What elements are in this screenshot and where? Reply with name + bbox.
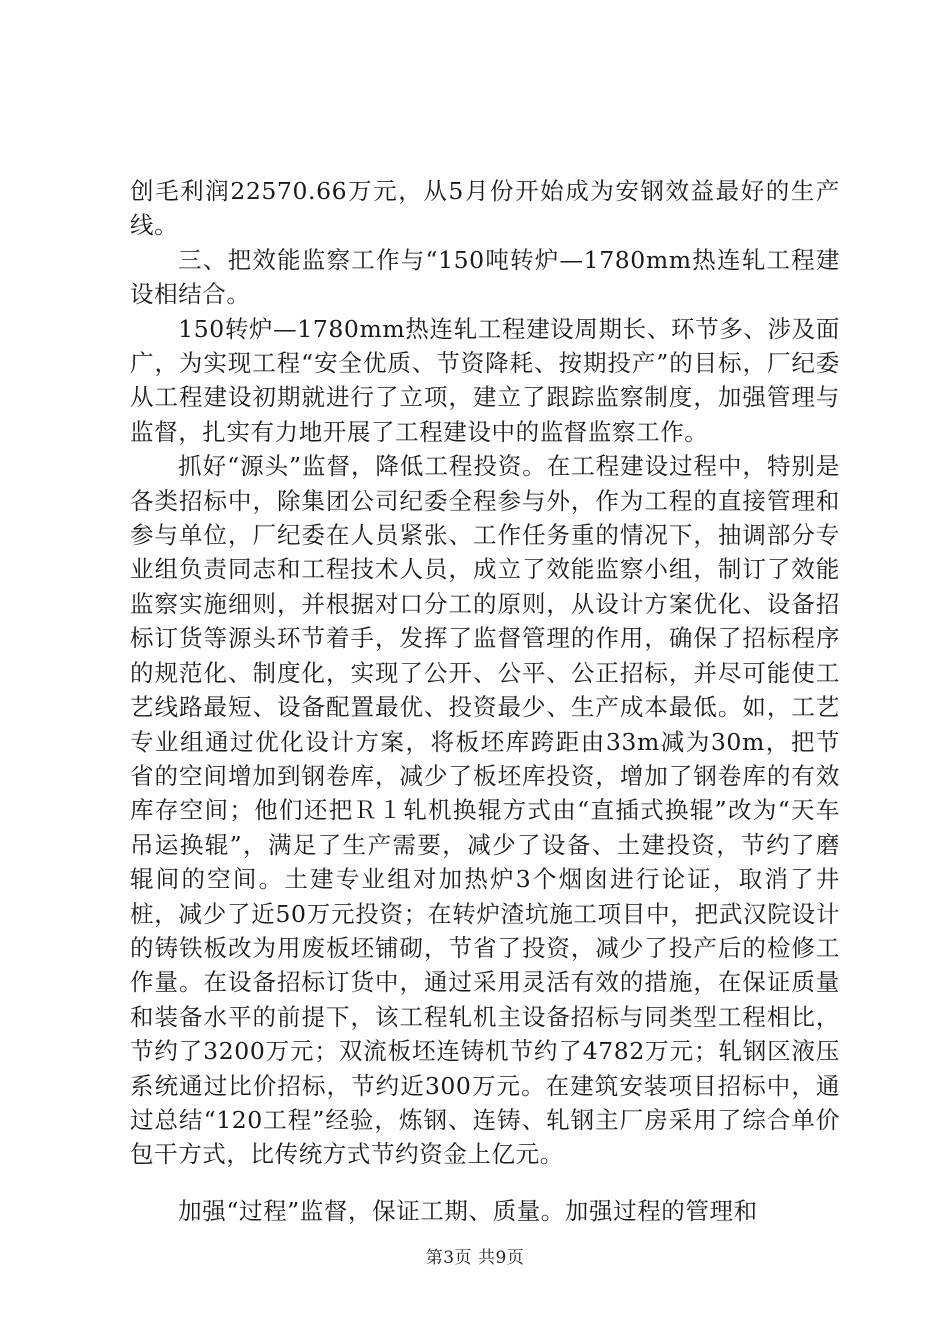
section-heading: 三、把效能监察工作与“150吨转炉—1780mm热连轧工程建设相结合。: [130, 245, 840, 309]
paragraph-project-overview: 150转炉—1780mm热连轧工程建设周期长、环节多、涉及面广，为实现工程“安全优质、节资降耗、按期投产”的目标，厂纪委从工程建设初期就进行了立项，建立了跟踪监察制度，加强管理与监督，扎实有力地开展了工程建设中的监督监察工作。: [130, 314, 840, 446]
paragraph-continuation: 创毛利润22570.66万元，从5月份开始成为安钢效益最好的生产线。: [130, 177, 840, 240]
paragraph-process-supervision: 加强“过程”监督，保证工期、质量。加强过程的管理和: [178, 1196, 758, 1225]
page-number-footer: 第3页 共9页: [425, 1248, 525, 1268]
paragraph-source-supervision: 抓好“源头”监督，降低工程投资。在工程建设过程中，特别是各类招标中，除集团公司纪委全程参与外，作为工程的直接管理和参与单位，厂纪委在人员紧张、工作任务重的情况下，抽调部分专业组负责同志和工程技术人员，成立了效能监察小组，制订了效能监察实施细则，并根据对口分工的原则，从设计方案优化、设备招标订货等源头环节着手，发挥了监督管理的作用，确保了招标程序的规范化、制度化，实现了公开、公平、公正招标，并尽可能使工艺线路最短、设备配置最优、投资最少、生产成本最低。如，工艺专业组通过优化设计方案，将板坯库跨距由33m减为30m，把节省的空间增加到钢卷库，减少了板坯库投资，增加了钢卷库的有效库存空间；他们还把Ｒ１轧机换辊方式由“直插式换辊”改为“天车吊运换辊”，满足了生产需要，减少了设备、土建投资，节约了磨辊间的空间。土建专业组对加热炉3个烟囱进行论证，取消了井桩，减少了近50万元投资；在转炉渣坑施工项目中，把武汉院设计的铸铁板改为用废板坯铺砌，节省了投资，减少了投产后的检修工作量。在设备招标订货中，通过采用灵活有效的措施，在保证质量和装备水平的前提下，该工程轧机主设备招标与同类型工程相比，节约了3200万元；双流板坯连铸机节约了4782万元；轧钢区液压系统通过比价招标，节约近300万元。在建筑安装项目招标中，通过总结“120工程”经验，炼钢、连铸、轧钢主厂房采用了综合单价包干方式，比传统方式节约资金上亿元。: [130, 452, 840, 1169]
document-body: [130, 174, 840, 1228]
